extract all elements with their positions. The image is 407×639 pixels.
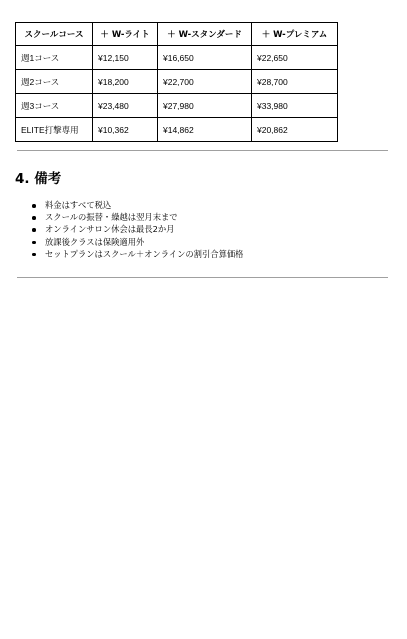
section-divider [17,277,388,278]
table-cell: ¥14,862 [158,118,252,142]
table-cell: ¥28,700 [252,70,338,94]
table-cell: ¥22,700 [158,70,252,94]
list-item [45,248,243,260]
section-title: 4. 備考 [15,171,62,187]
list-item [45,223,243,235]
column-header-w-standard: ＋ W-スタンダード [158,23,252,46]
table-cell: ¥20,862 [252,118,338,142]
table-cell: ¥18,200 [93,70,158,94]
table-cell: 週2コース [16,70,93,94]
column-header-w-premium: ＋ W-プレミアム [252,23,338,46]
column-header-school-course: スクールコース [16,23,93,46]
bullet-icon [32,241,36,245]
table-cell: ¥27,980 [158,94,252,118]
notes-list [30,199,243,260]
list-item-text: 放課後クラスは保険適用外 [45,236,145,247]
bullet-icon [32,253,36,257]
column-header-w-light: ＋ W-ライト [93,23,158,46]
table-cell: 週1コース [16,46,93,70]
list-item-text: 料金はすべて税込 [45,200,112,210]
bullet-icon [32,204,36,208]
price-table [15,22,338,142]
section-divider [17,150,388,151]
list-item-text: セットプランはスクール＋オンラインの割引合算価格 [45,248,244,259]
table-cell: ELITE打撃専用 [16,118,93,142]
list-item [45,211,243,223]
table-row [16,118,338,142]
bullet-icon [32,228,36,232]
table-cell: ¥12,150 [93,46,158,70]
list-item [45,199,243,211]
table-cell: ¥23,480 [93,94,158,118]
list-item [45,236,243,248]
table-row [16,70,338,94]
table-cell: ¥16,650 [158,46,252,70]
table-cell: ¥10,362 [93,118,158,142]
table-cell: ¥33,980 [252,94,338,118]
table-header-row [16,23,338,46]
table-cell: ¥22,650 [252,46,338,70]
table-row [16,94,338,118]
table-cell: 週3コース [16,94,93,118]
bullet-icon [32,216,36,220]
list-item-text: オンラインサロン休会は最長2か月 [45,224,175,235]
table-row [16,46,338,70]
list-item-text: スクールの振替・繰越は翌月末まで [45,212,178,223]
